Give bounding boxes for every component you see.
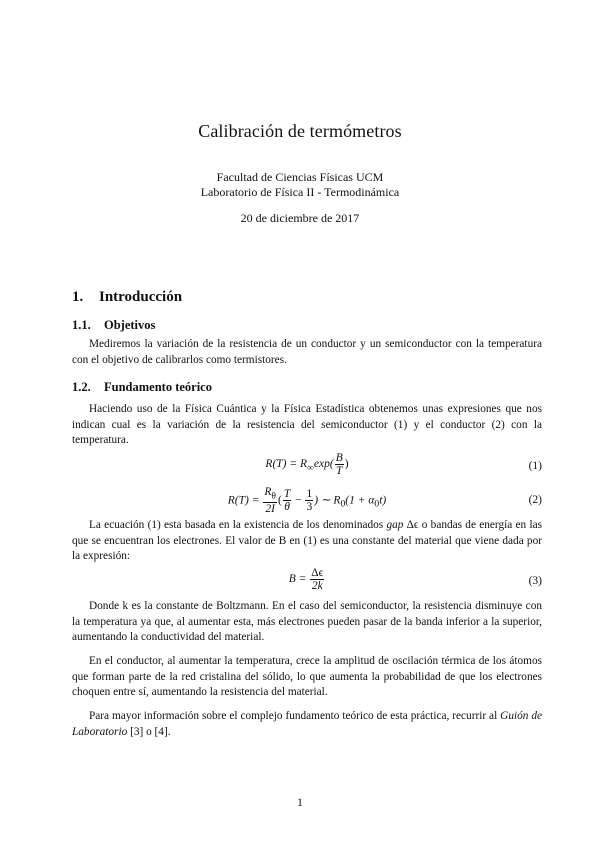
document-date: 20 de diciembre de 2017 bbox=[240, 211, 360, 225]
section-number: 1. bbox=[72, 289, 84, 305]
affiliation-line-2: Laboratorio de Física II - Termodinámica bbox=[200, 185, 400, 199]
term-gap: gap bbox=[386, 519, 404, 531]
section-heading-introduccion bbox=[72, 289, 182, 306]
paragraph-text: Para mayor información sobre el complejo fundamento teórico de esta práctica, recurrir al Guión de Laboratorio [3] o [4]. bbox=[72, 710, 543, 738]
paragraph-fundamento-5 bbox=[72, 709, 542, 740]
subsection-heading-objetivos bbox=[72, 318, 155, 333]
equation-body: $R(T) = R_\infty\exp$( $\frac{B}{T}$ ) bbox=[265, 452, 349, 477]
paragraph-fundamento-1 bbox=[72, 402, 542, 449]
subsection-title: Fundamento teórico bbox=[104, 380, 212, 394]
equation-number: (2) bbox=[528, 494, 542, 506]
page-number: 1 bbox=[297, 797, 303, 809]
equation-1 bbox=[72, 452, 542, 482]
affiliation-line-1: Facultad de Ciencias Físicas UCM bbox=[216, 170, 384, 184]
paragraph-text: En el conductor, al aumentar la temperatura, crece la amplitud de oscilación térmica de los átomos que forman parte de la red cristalina del sólido, lo que aumenta la probabilidad de que los electrones choquen entre sí, aumentando la resistencia del material. bbox=[72, 655, 542, 699]
section-title: Introducción bbox=[99, 289, 183, 305]
author-block bbox=[0, 170, 600, 200]
paragraph-text: Haciendo uso de la Física Cuántica y la Física Estadística obtenemos unas expresiones que nos indican cual es la variación de la resistencia del semiconductor (1) y el conductor (2) con la temperatura. bbox=[72, 403, 542, 447]
document-title: Calibración de termómetros bbox=[198, 121, 402, 141]
reference-guion: Guión de Laboratorio bbox=[72, 710, 543, 738]
paragraph-objetivos bbox=[72, 337, 542, 368]
equation-body: R(T) = $\frac{R_\theta}{2I}$ ( $\frac{T}{\theta}$ − $\frac{1}{3}$ ) ∼ $R_0(1 + \alpha_0t)$ bbox=[227, 486, 387, 516]
subsection-number: 1.1. bbox=[72, 318, 91, 332]
paragraph-fundamento-3 bbox=[72, 599, 542, 646]
equation-2 bbox=[72, 486, 542, 516]
equation-number: (3) bbox=[528, 575, 542, 587]
subsection-number: 1.2. bbox=[72, 380, 91, 394]
equation-3 bbox=[72, 567, 542, 597]
paragraph-fundamento-2 bbox=[72, 518, 542, 565]
equation-body: B = $\frac{\Delta\epsilon}{2k}$ bbox=[288, 567, 324, 592]
paragraph-fundamento-4 bbox=[72, 654, 542, 701]
paragraph-text: Donde k es la constante de Boltzmann. En el caso del semiconductor, la resistencia disminuye con la temperatura ya que, al aumentar esta, más electrones pueden pasar de la banda inferior a la superior, aumentando la conductividad del material. bbox=[72, 600, 542, 644]
subsection-title: Objetivos bbox=[104, 318, 156, 332]
paragraph-text: Mediremos la variación de la resistencia de un conductor y un semiconductor con la temperatura con el objetivo de calibrarlos como termistores. bbox=[72, 338, 542, 366]
equation-number: (1) bbox=[528, 460, 542, 472]
paragraph-text: La ecuación (1) esta basada en la existencia de los denominados gap Δϵ o bandas de energía en las que se encuentran los electrones. El valor de B en (1) es una constante del material que viene dada por la expresión: bbox=[72, 519, 542, 563]
subsection-heading-fundamento bbox=[72, 380, 212, 395]
